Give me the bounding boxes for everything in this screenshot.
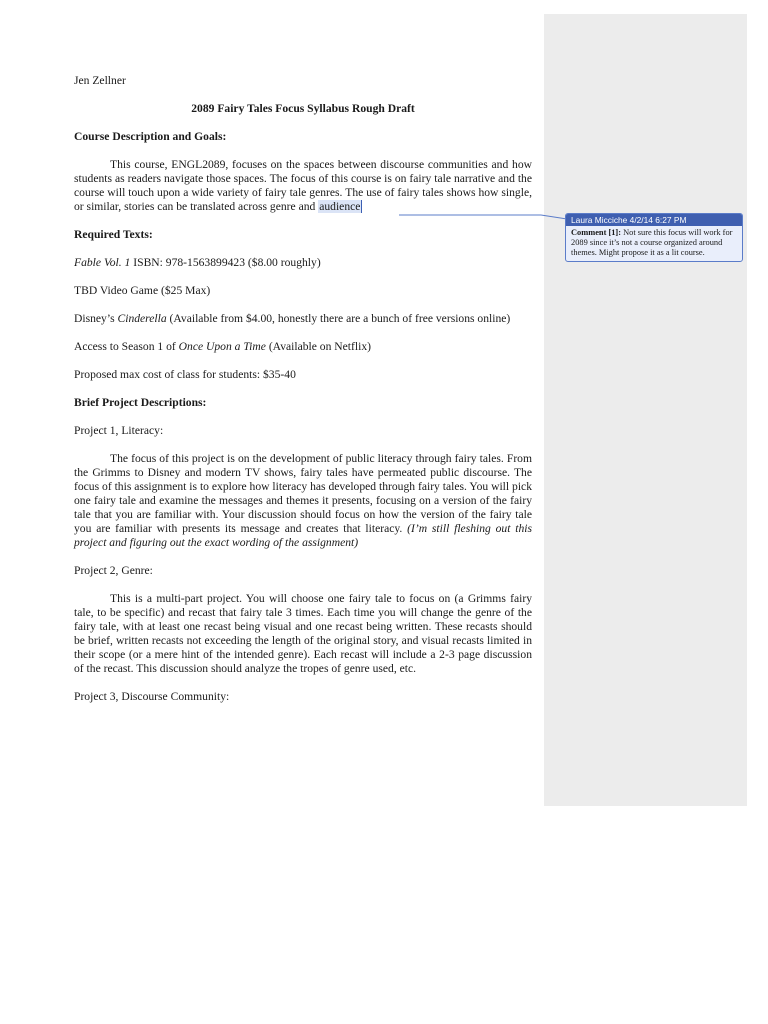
required-text-3-prefix: Disney’s	[74, 312, 118, 325]
required-text-1-detail: ISBN: 978-1563899423 ($8.00 roughly)	[130, 256, 321, 269]
project-1-paragraph	[74, 452, 532, 550]
required-text-3-detail: (Available from $4.00, honestly there are a bunch of free versions online)	[166, 312, 511, 325]
commented-text-highlight[interactable]: audience	[319, 200, 361, 213]
comment-label: Comment [1]:	[571, 228, 622, 237]
max-cost-line: Proposed max cost of class for students: $35-40	[74, 368, 296, 381]
course-description-paragraph	[74, 158, 532, 214]
comment-timestamp: 4/2/14 6:27 PM	[629, 215, 687, 225]
project-descriptions-heading: Brief Project Descriptions:	[74, 396, 207, 409]
comment-header	[566, 214, 742, 226]
required-texts-heading: Required Texts:	[74, 228, 153, 241]
required-text-4-prefix: Access to Season 1 of	[74, 340, 179, 353]
project-3-title: Project 3, Discourse Community:	[74, 690, 230, 703]
author-name: Jen Zellner	[74, 74, 126, 87]
comment-connector-line	[399, 213, 567, 221]
comment-margin-pane	[544, 14, 747, 806]
required-text-2: TBD Video Game ($25 Max)	[74, 284, 211, 297]
project-1-note: (I’m still fleshing out this project and figuring out the exact wording of the assignment)	[74, 522, 532, 549]
document-body[interactable]	[74, 74, 532, 718]
project-1-text: The focus of this project is on the development of public literacy through fairy tales. From the Grimms to Disney and modern TV shows, fairy tales have permeated public discourse. The focus of this assignment is to explore how literacy has developed through fairy tales. You will pick one fairy tale and examine the messages and themes it presents, focusing on a version of the fairy tale that you are familiar with. Your discussion should focus on how the version of the fairy tale you are familiar with presents its message and creates that literacy.	[74, 452, 532, 535]
comment-balloon[interactable]	[565, 213, 743, 262]
project-2-title: Project 2, Genre:	[74, 564, 153, 577]
comment-author: Laura Micciche	[571, 215, 628, 225]
required-text-3-title: Cinderella	[117, 312, 167, 325]
required-text-4-title: Once Upon a Time	[178, 340, 266, 353]
required-text-1-title: Fable Vol. 1	[74, 256, 131, 269]
project-2-paragraph: This is a multi-part project. You will choose one fairy tale to focus on (a Grimms fairy tale, to be specific) and recast that fairy tale 3 times. Each time you will change the genre of the fairy tale, with at least one recast being visual and one recast being written. These recasts should be brief, written recasts not exceeding the length of the original story, and visual recasts limited in their scope (or a mere hint of the intended genre). Each recast will include a 2-3 page discussion of the recast. This discussion should analyze the tropes of genre used, etc.	[74, 592, 532, 675]
comment-text: Not sure this focus will work for 2089 since it’s not a course organized around themes. Might propose it as a lit course.	[571, 228, 733, 257]
document-title: 2089 Fairy Tales Focus Syllabus Rough Draft	[191, 102, 415, 115]
comment-body	[566, 226, 742, 261]
required-text-4-detail: (Available on Netflix)	[265, 340, 371, 353]
required-text-3	[74, 312, 532, 326]
project-1-title: Project 1, Literacy:	[74, 424, 164, 437]
course-description-text: This course, ENGL2089, focuses on the spaces between discourse communities and how students as readers navigate those spaces. The focus of this course is on fairy tale narrative and the course will touch upon a wide variety of fairy tale genres. The use of fairy tales shows how single, or similar, stories can be translated across genre and	[74, 158, 532, 213]
required-text-4	[74, 340, 532, 354]
required-text-1	[74, 256, 532, 270]
course-description-heading: Course Description and Goals:	[74, 130, 227, 143]
